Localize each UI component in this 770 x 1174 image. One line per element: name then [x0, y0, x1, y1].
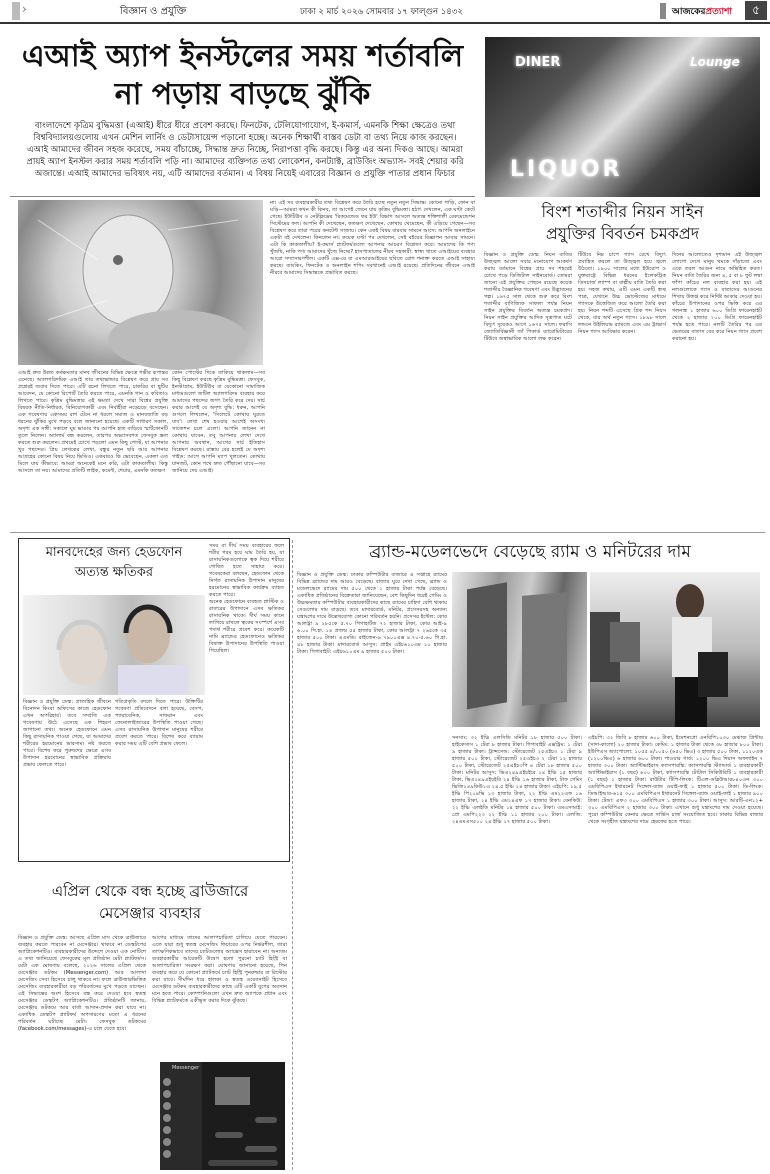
lead-headline-line1: এআই অ্যাপ ইনস্টলের সময় শর্তাবলি: [21, 39, 464, 74]
ram-column-1: বিজ্ঞান ও প্রযুক্তি ডেস্ক: ঢাকার কম্পিউটার বাজারে এ সপ্তাহে র‍্যামের বিভিন্ন ব্র্যান্ডের দাম আরও বেড়েছে। বাজার ঘুরে দেখা গেছে, ব্র্যান্ড ও মডেলভেদে র‍্যামের দাম ৫০০ থেকে ১ হাজার টাকা পর্যন্ত বেড়েছে। একাধিক প্রতিষ্ঠানের বিক্রেতারা জানিয়েছেন, বেশ কিছুদিন ধরেই গেমিং ও উচ্চক্ষমতার কম্পিউটার ব্যবহারকারীদের কাছে র‍্যামের চাহিদা বেশি থাকায় সেগুলোর দাম বাড়ছে। তবে মাদারবোর্ড, মনিটর, প্রসেসরসহ অন্যান্য যন্ত্রাংশের দামে উল্লেখযোগ্য কোনো পরিবর্তন হয়নি। প্রসেসর ইন্টেল: কোর আলট্রা ৯ ২৮৫কে ৫.৭০ গিগাহার্টজ ৭২ হাজার টাকা, কোর আই-৯ ৬.০০ গি.হা. ১৪ প্রজন্ম ৫৫ হাজার টাকা, কোর আলট্রা ৭ ২৬৫কে ৩৫ হাজার ৫০০ টাকা। এএমডি: রাইজেন-৯ ৭৯০০এক্স ৪.৭০-৫.৬০ গি.হা. ৪৮ হাজার টাকা। মাদারবোর্ড আসুস: প্রাইম এইচ৬১০এম ১০ হাজার টাকা। গিগাবাইট: এইচ৬১০এম ৯ হাজার ৫০০ টাকা।: [297, 572, 447, 655]
lead-intro: বাংলাদেশে কৃত্রিম বুদ্ধিমত্তা (এআই) ধীরে ধীরে প্রবেশ করছে। ফিনটেক, টেলিযোগাযোগ, ই-কমার্স, এমনকি শিক্ষা ক্ষেত্রেও তথা বিশ্ববিদ্যালয়গুলোয় এখন মেশিন লার্নিং ও ডেটাসায়েন্স পড়ানো হচ্ছে। অনেক শিক্ষার্থী বাস্তব ডেটা বা তথ্য নিয়ে কাজ করছেন। এআই আমাদের জীবন সহজ করেছে, সময় বাঁচাচ্ছে, সিদ্ধান্ত দ্রুত নিচ্ছে, নিরাপত্তা বৃদ্ধি করছে। কিন্তু এর অন্য দিকও আছে। আমরা প্রায়ই অ্যাপ ইনস্টল করার সময় শর্তাবলি পড়ি না। আমাদের ব্যক্তিগত তথ্য লোকেশন, কনট্যাক্ট, ব্রাউজিং অভ্যাস- সবই শেয়ার করি অজান্তে। এআই আমাদের ভবিষ্যৎ নয়, এটি আমাদের বর্তমান। এ বিষয় নিয়েই এবারের বিজ্ঞান ও প্রযুক্তি পাতার প্রধান ফিচার: [26, 121, 464, 179]
lead-column-1: এআই দ্রুত উন্নত কর্মক্ষমতার মানব জীবনের বিভিন্ন ক্ষেত্রে গভীর রূপান্তর এনেছে। অ্যালগরিদমিক এআই তার তথ্যভান্ডার বিশ্লেষণ করে প্রায় সব প্রশ্নেরই জবাব দিতে পারে। এটি রচনা লিখতে পারে, চাকরির বা ছুটির আবেদন, যে কোনো রিপোর্ট তৈরি করতে পারে, এমনকি গান ও কবিতাও লিখতে পারে। কৃত্রিম বুদ্ধিমত্তার এই ক্ষমতা দেখে সারা বিশ্বের প্রযুক্তি বিষয়ক নীতি-নির্ধারক, বিনিয়োগকারী এবং নির্বাহীরা নড়েচড়ে বসেছেন। এক গবেষণায় একসময় রাশ টেনে না ধরলে সমাজ ও মানবজাতি বড় ধরনের ঝুঁকির মুখে পড়বে বলে জানানো হয়েছে। একটি সাধারণ সকাল, অদৃশ্য এক সঙ্গী: সকালে ঘুম ভাঙার পর আপনি হাত বাড়িয়ে স্মার্টফোনটি তুলে নিলেন। অ্যালার্ম বন্ধ করলেন, তারপর অভ্যাসবশত ফেসবুক স্ক্রল করতে শুরু করলেন। প্রথমেই চোখে পড়লো এমন কিছু পোস্ট, যা আপনার খুব পছন্দের। প্রিয় লেখকের লেখা, বন্ধুর নতুন ছবি আর আপনার আগ্রহের কোনো বিষয় নিয়ে ভিডিও। একবারও কি ভেবেছেন, একলা এত মিলে যায় কীভাবে: আমরা অনেকেই মনে করি, এটা কাকতালীয়। কিন্তু আসলে তা নয়। আমাদের প্রতিটি লাইক, কমেন্ট, শেয়ার, এমনকি কতক্ষণ: [18, 370, 168, 474]
newspaper-logo: [672, 4, 732, 19]
messenger-app-screenshot: [160, 1062, 285, 1170]
messenger-app-title: Messenger: [172, 1065, 200, 1071]
headphone-headline: [23, 543, 205, 585]
section-title: বিজ্ঞান ও প্রযুক্তি: [120, 6, 187, 17]
neon-sign-liquor: LIQUOR: [510, 157, 623, 182]
neon-column-2: টিউবে নিম্ন চাপে গ্যাস রেখে বিদ্যুৎ প্রবাহিত করলে তা উজ্জ্বল হয়ে জ্বলে উঠতো। ১৯০০ সালের মধ্যে ইউরোপ ও যুক্তরাষ্ট্রে বিভিন্ন ধরনের ইলেকট্রিক ডিসচার্জ ল্যাম্প বা বাল্পীয় বাতি তৈরি করা হয়। সহজ কথায়, এটি এমন একটি স্বচ্ছ পাত্র, যেখানে উচ্চ ভোল্টেজের মাধ্যমে গ্যাসকে উত্তেজিত করে আলো তৈরি করা হয়। নিয়ন শব্দটি এসেছে গ্রিক শব্দ নিয়স থেকে, যার অর্থ নতুন গ্যাস। ১৮৯৮ সালে লন্ডনে উইলিয়াম র‍্যামজে এবং এম ট্রাভার্স নিয়ন গ্যাস আবিষ্কার করেন।: [578, 252, 666, 335]
mid-divider: [10, 532, 765, 533]
lead-column-3: না। এই সব ব্যবহারকারীর তথ্য বিশ্লেষণ করে তৈরি হচ্ছে নতুন নতুন সিদ্ধান্ত। কোনো গাড়ি, ফোন বা ঘড়ি—আমরা কখন কী কিনব, তা আগেই জেনে যায় কৃত্রিম বুদ্ধিমত্তা। হঠাৎ দেখলেন, এক ঘণ্টা কেটে গেছে। ইউটিউব ও নেটফ্লিক্সের 'রিকমেন্ডেড ফর ইউ' বিভাগ আসলে অত্যন্ত শক্তিশালী রেকমেন্ডেশন সিস্টেমের ফল। আপনি কী দেখেছেন, কতক্ষণ দেখেছেন, কোথায় থেমেছেন, কী এড়িয়ে গেছেন—সব বিশ্লেষণ করে তারা পরের কনটেন্ট সাজায়। কেন একই বিষয় বারবার সামনে আসে: আপনি অনলাইনে একটা বই দেখলেন। কিনলেন না। কয়েক ঘণ্টা পর দেখলেন, সেই বইয়ের বিজ্ঞাপন আবার সামনে। এটা কি কাকতালীয়? ই-কমার্স প্ল্যাটফর্মগুলো আপনার আচরণ বিশ্লেষণ করে। আমাদের কি পণ্য খুঁজছি, নাকি পণ্য আমাদের খুঁজে নিচ্ছে? হাসপাতালের নীরব সহকারী: স্বাস্থ্য খাতে এআইয়ের ব্যবহার আরো সম্প্রসারণশীল। একটি এক্স-রে বা এমআরআইয়ের ছবিতে রোগ শনাক্ত করতে এআই সাহায্য করছে। ব্যাংকিং, ফিনটেক ও অনলাইন শপিং সবখানেই এআই রয়েছে। প্রতিদিনের জীবনে এআই নীরবে আমাদের সিদ্ধান্তকে প্রভাবিত করছে।: [270, 200, 475, 276]
messenger-column-2: আগের মাধ্যমে তাদের আলাপচারিতা চালিয়ে যেতে পারবেন। এতে যারা শুধু স্বতন্ত্র মেসেজিং ফিচারের ওপর নির্ভরশীল, তারা তাৎক্ষণিকভাবে তাদের চ্যাটগুলোর অ্যাক্সেস হারাবেন না। অন্যতম ব্যবহারকারীর আরেকটি উদ্বেগ হলো পুরনো চ্যাট হিস্ট্রি বা আলাপচারিতা সংরক্ষণ করা। ঘোষণায় জানানো হয়েছে, পিন ব্যবহার করে যে কোনো প্ল্যাটফর্মে চ্যাট হিস্ট্রি পুনরুদ্ধার বা রিস্টোর করা যাবে। দীর্ঘদিন ধরে হালকা ও স্বতন্ত্র ওয়েবসাইট হিসেবে মেসেঞ্জার ডটকম ব্যবহারকারীদের কাছে এটি একটি যুগের অবসান মনে হতে পারে। কোম্পানিগুলো এখন দ্রুত অ্যাপকে প্রধান এবং বিভিন্ন প্ল্যাটফর্মকে একীভূত করার দিকে ঝুঁকছে।: [152, 935, 287, 1004]
header-divider: [660, 3, 666, 19]
neon-headline: [480, 201, 765, 245]
headphone-column-3: অনেক হেডফোনে ব্যবহৃত প্লাস্টিক ও রাবারের উপাদানে এসব ক্ষতিকর রাসায়নিক থাকে। দীর্ঘ সময় কানে লাগিয়ে রাখলে ত্বকের সংস্পর্শে এসব পদার্থ শরীরে প্রবেশ করে। কয়েকটি নামি ব্র্যান্ডের হেডফোনেও ক্ষতিকর বিষাক্ত উপাদানের উপস্থিতি পাওয়া গিয়েছিল।: [209, 599, 284, 654]
headphone-couple-photo: [23, 595, 205, 695]
issue-date: ঢাকা ২ মার্চ ২০২৬ সোমবার ১৭ ফাল্গুন ১৪৩২: [300, 7, 463, 17]
ram-column-3: এইচপি: ৩২ জিবি ৮ হাজার ৬০০ টাকা, ইমেশনপ্রো এনবিপি১০৩০ মেঝাজ প্রিন্টার (সাদা-কালো) ২০ হাজার টাকা। কেমিং: ১ হাজার টাকা থেকে ৩৮ হাজার ৮০০ টাকা। ইউপিএস অ্যাপোলো: ১০৫৫ ৪/১০৫০ (৬৫০ ভিএ) ৩ হাজার ৫০০ টাকা, ১১২০এক (১২০০ভিএ) ৬ হাজার ৬০০ টাকা। পাওয়ার গার্ড: ১২০০ ভিএ দিয়াস অফলাইন ৭ হাজার ৩০০ টাকা। অ্যান্টিভাইরাস ক্যাসপারস্কি: ক্যাসপারস্কি স্ট্যান্ডার্ড ১ ব্যবহারকারী অ্যান্টিভাইরাস (১ বছর) ৬০০ টাকা, ক্যাসপারস্কি টোটাল সিকিউরিটি ১ ব্যবহারকারী (১ বছর) ১ হাজার টাকা। রাউটার টিপি-লিংক: টিএল-ডব্লিউআর৮৪০এন ৩০০ এমবিপিএস ইথারনেট সিঙ্গেল-ব্যান্ড ওয়াই-ফাই ১ হাজার ৫০০ টাকা। ডি-লিংক: ডিআইআর-৬১৫ ৩০০ এমবিপিএস ইথারনেট সিঙ্গেল-ব্যান্ড ওয়াই-ফাই ১ হাজার ৯০০ টাকা। টেন্ডা: এফ৩ ৩০০ এমবিপিএস ১ হাজার ৩০০ টাকা। আসুস: আরটি-এন১২+ ৩০০ এমবিপিএস ২ হাজার ৩০০ টাকা। এখানে শুধু যন্ত্রাংশের দাম দেওয়া হয়েছে। পুরো কম্পিউটার কেনার ক্ষেত্রে সার্ভিস চার্জ সংযোজিত হবে। ঢাকার বিভিন্ন বাজার থেকে সংগৃহীত যন্ত্রাংশের দামে হেরফের হতে পারে।: [588, 735, 763, 825]
neon-sign-diner: DINER: [515, 55, 561, 70]
page-number: ৫: [745, 1, 767, 20]
page-header: [0, 0, 770, 24]
ram-column-2: সনসাং: ৩২ ইঞ্চি এলসিডি মনিটর ১৮ হাজার ৫০০ টাকা। হাইকেসাস ১ টেরা ৮ হাজার টাকা। গিগাবাইট এক্সট্রিম: ১ টেরা ৯ হাজার টাকা। ট্রান্সসেন্ড: স্টোরেজেট ২৫এইচ৩ ১ টেরা ৯ হাজার ৫০০ টাকা, স্টোরেজেট ২৫এইচ৩ ২ টেরা ১২ হাজার ৫০০ টাকা, স্টোরেজেট ২৫এইচ৩পি ৪ টেরা ১৮ হাজার ৫০০ টাকা। মনিটর আসুস: ভিএ২৪৯এইচইরে ২৪ ইঞ্চি ১৫ হাজার টাকা, ভিএ২৪৯এইচইরি ২৪ ইঞ্চি ১৬ হাজার টাকা, টাফ গেমিং ভিজি২৪৯কিউ১এ ২৪.৫ ইঞ্চি ২৪ হাজার টাকা। এইচপি: ১৯.৫ ইঞ্চি পি২০৪ভি ১৩ হাজার টাকা, ২২ ইঞ্চি এম২২এফ ১৬ হাজার টাকা, ২৪ ইঞ্চি এম২৪এফ ১৭ হাজার টাকা। বেনকিউ: ২২ ইঞ্চি এলইডি মনিটর ১৪ হাজার ৫০০ টাকা। এমএসআই: প্রো এমপি২২৩ ২২ ইঞ্চি ১১ হাজার ২০০ টাকা। এলজি: ২৪এমএস৫০০ ২৪ ইঞ্চি ১৭ হাজার ৫০০ টাকা।: [452, 735, 582, 825]
lead-column-2: কোন পোস্টের দিকে তাকিয়ে থাকলাম—সব কিছু বিশ্লেষণ করছে কৃত্রিম বুদ্ধিমত্তা। ফেসবুক, ইনস্টাগ্রাম, ইউটিউব বা যেকোনো সামাজিক মাধ্যমগুলো জটিল অ্যালগরিদম ব্যবহার করে আমাদের পছন্দের জগৎ তৈরি করে দেয়। সার্চ করার আগেই যে অদৃশ্য বুদ্ধি: ধরুন, আপনি গুগলে লিখলেন, 'সিলেটে কোথায় ঘুরতে যাব'। লেখা শেষ হওয়ার আগেই অসংখ্য সাজেশন চলে এলো। আপনি জানেন না কোথায় যাবেন, তবু আপনার লেখা দেখে আপনার অবস্থান, আগের সার্চ ইতিহাস বিশ্লেষণ করছে। রাস্তায় বের হলেই যে অদৃশ্য গাইড: আগে আপনি ম্যাপ খুলতেন। কোথায় যানজট, কোন পথে দ্রুত পৌঁছানো যাবে—সব জানিয়ে দেয় এআই।: [172, 370, 265, 474]
chevron-right-icon: ›: [22, 2, 27, 16]
neon-headline-line2: প্রযুক্তির বিবর্তন চমকপ্রদ: [545, 224, 700, 243]
lead-headline: [10, 38, 475, 116]
logo-prefix: আজকের: [672, 7, 706, 17]
computer-parts-photo: [452, 572, 587, 727]
neon-column-3: দিনের আলোতেও দৃশ্যমান এই উজ্জ্বল লোগো দেখে মানুষ থমকে দাঁড়াতো এবং একে তরল আগুন নামে অভিহিত করত। নিয়ন বাতি তৈরির জন্য ৪, ৫ বা ৮ ফুট লম্বা ফাঁপা কাঁচের নল ব্যবহার করা হয়। এই নলগুলোকে গ্যাস ও বাতাসের আগুনের শিখায় উত্তপ্ত করে নির্দিষ্ট আকার দেওয়া হয়। কাঁচের উপাদানের ওপর ভিত্তি করে এর গলনাঙ্ক ১ হাজার ৬০০ ডিগ্রি ফারেনহাইট থেকে ২ হাজার ২০০ ডিগ্রি ফারেনহাইট পর্যন্ত হতে পারে। নলটি তৈরির পর এর ভেতরের বাতাস বের করে নিয়ন গ্যাস প্রবেশ করানো হয়।: [672, 252, 762, 342]
neon-signs-photo: [485, 37, 760, 197]
column-divider: [292, 540, 293, 1170]
neon-headline-line1: বিংশ শতাব্দীর নিয়ন সাইন: [541, 202, 704, 221]
ai-figure-illustration: [18, 200, 263, 365]
headphone-headline-line1: মানবদেহের জন্য হেডফোন: [45, 545, 183, 560]
messenger-headline: [10, 880, 290, 926]
neon-column-1: বিজ্ঞান ও প্রযুক্তি ডেস্ক: নিয়ন বাতির উজ্জ্বল আলো সবার মনোযোগ আকর্ষণ করায় বর্তমানে বিশ্বের প্রায় সব শহরেই চোখে পড়ে ডিজিটাল সাইনবোর্ড। তোমরা জানো এই প্রযুক্তির পেছনে রয়েছে কয়েক শতাব্দীর বৈজ্ঞানিক গবেষণা এবং উদ্ভাবনের গল্প। ১৬৭৫ সাল থেকে শুরু করে বিংশ শতাব্দীর বাণিজ্যিক সাফল্য পর্যন্ত নিয়ন সাইন প্রযুক্তির বিবর্তন অত্যন্ত চমকপ্রদ। নিয়ন সাইন প্রযুক্তির আদিক সূত্রপাত ঘটে বিদ্যুৎ দুয়েকও আগে ১৬৭৫ সালে। ফরাসি জ্যোতির্বিজ্ঞানী জ্যঁ পিকার্ড ব্যারোমিটারের টিউবে অস্বাভাবিক আলো লক্ষ করেন।: [484, 252, 572, 342]
headphone-column-1: বিজ্ঞান ও প্রযুক্তি ডেস্ক: প্রাত্যহিক জীবনে বিনোদন কিংবা অফিসের কাজে হেডফোন এখন অপরিহার্য। তবে সম্প্রতি এক গবেষণায় উঠে এসেছে এক শিহরণ জাগানো তথ্য। অনেক হেডফোনে এমন কিছু রাসায়নিক পাওয়া গেছে, যা আমাদের শরীরের হরমোনের ভারসাম্য নষ্ট করতে পারে। বিশেষ করে পুরুষদের ক্ষেত্রে এসব উপাদান হরমোনের স্বাভাবিক প্রক্রিয়ায় প্রভাব ফেলতে পারে।: [23, 699, 111, 768]
ram-display-illustration: [452, 572, 587, 727]
headphone-article-box: [18, 538, 290, 862]
logo-suffix: প্রত্যাশা: [705, 7, 733, 17]
headphone-side-text: সময় বা দীর্ঘ সময় ব্যবহারের ফলে শরীর গরম হয়ে ঘাম তৈরি হয়, যা রাসায়নিকগুলোকে ত্বক দিয়ে শরীরে শোষিত হতে সাহায্য করে। গবেষকেরা বলছেন, হেডফোন থেকে নির্গত রাসায়নিক উপাদান মানুষের হরমোনের স্বাভাবিক কার্যক্রম ব্যাহত করতে পারে।: [209, 543, 284, 598]
messenger-column-1: বিজ্ঞান ও প্রযুক্তি ডেস্ক: আসছে এপ্রিল মাস থেকে ব্রাউজারে ব্যবহার করতে পারবেন না মেসেঞ্জার। থাকবে না ডেস্কটপের অ্যাপ্লিকেশনটিও। ব্যবহারকারীদের উদ্দেশে দেওয়া এক নোটিশে এ তথ্য জানিয়েছে ফেসবুকের মূল প্রতিষ্ঠান মেটা প্ল্যাটফর্মস। মেটা এক ঘোষণায় বলেছে, ২০২৬ সালের এপ্রিল থেকে মেসেঞ্জার ডটকম (Messenger.com) আর আলাদা মেসেজিং সেবা হিসেবে চালু থাকবে না। ফলে ব্রাউজারভিত্তিক মেসেজিং ব্যবহারকারীরা বড় পরিবর্তনের মুখে পড়তে যাচ্ছেন। এই সিদ্ধান্তের অংশ হিসেবে বন্ধ করে দেওয়া হবে স্বতন্ত্র মেসেঞ্জার ডেস্কটপ অ্যাপ্লিকেশনটিও। প্রতিষ্ঠানটি জানায়, মেসেঞ্জার ডটকমে আর বার্তা আদান-প্রদান করা যাবে না। একাধিক ডেস্কটপ প্ল্যাটফর্ম অপসারণের মতো এ ধরনের পরিবর্তন ঘটাচ্ছে মেটা। ফেসবুক ডটকমের (facebook.com/messages)-এ চলে যেতে হবে।: [18, 935, 146, 1032]
headphone-illustration: [23, 595, 205, 695]
headphone-headline-line2: অত্যন্ত ক্ষতিকর: [74, 565, 154, 580]
lead-divider: [10, 196, 475, 197]
header-accent-bar: [12, 2, 20, 20]
ai-robot-photo: [18, 200, 263, 365]
neon-sign-lounge: Lounge: [690, 55, 740, 69]
computer-shop-photo: [590, 572, 760, 727]
messenger-headline-line2: মেসেঞ্জার ব্যবহার: [98, 904, 202, 922]
messenger-headline-line1: এপ্রিল থেকে বন্ধ হচ্ছে ব্রাউজারে: [51, 882, 249, 900]
lead-headline-line2: না পড়ায় বাড়ছে ঝুঁকি: [114, 77, 371, 112]
shopper-illustration: [590, 572, 760, 727]
messenger-ui-illustration: [160, 1062, 285, 1170]
headphone-column-2: গতিপ্রকৃতি বদলে দিতে পারে। উক্তিটির গবেষণা প্রতিবেদনে বলা হয়েছে, বেসপ, প্যারাবেনিক, সাফরান এবং ফেনোলাইজারের উপস্থিতি পাওয়া গেছে। এসব রাসায়নিক উপাদান মানুষের শরীরে প্রবেশ করতে পারে। বিশেষ করে ব্যায়াম করার সময় এটি বেশি প্রভাব ফেলে।: [115, 699, 203, 747]
ram-headline: ব্র্যান্ড-মডেলভেদে বেড়েছে র‍্যাম ও মনিটরের দাম: [369, 542, 691, 562]
